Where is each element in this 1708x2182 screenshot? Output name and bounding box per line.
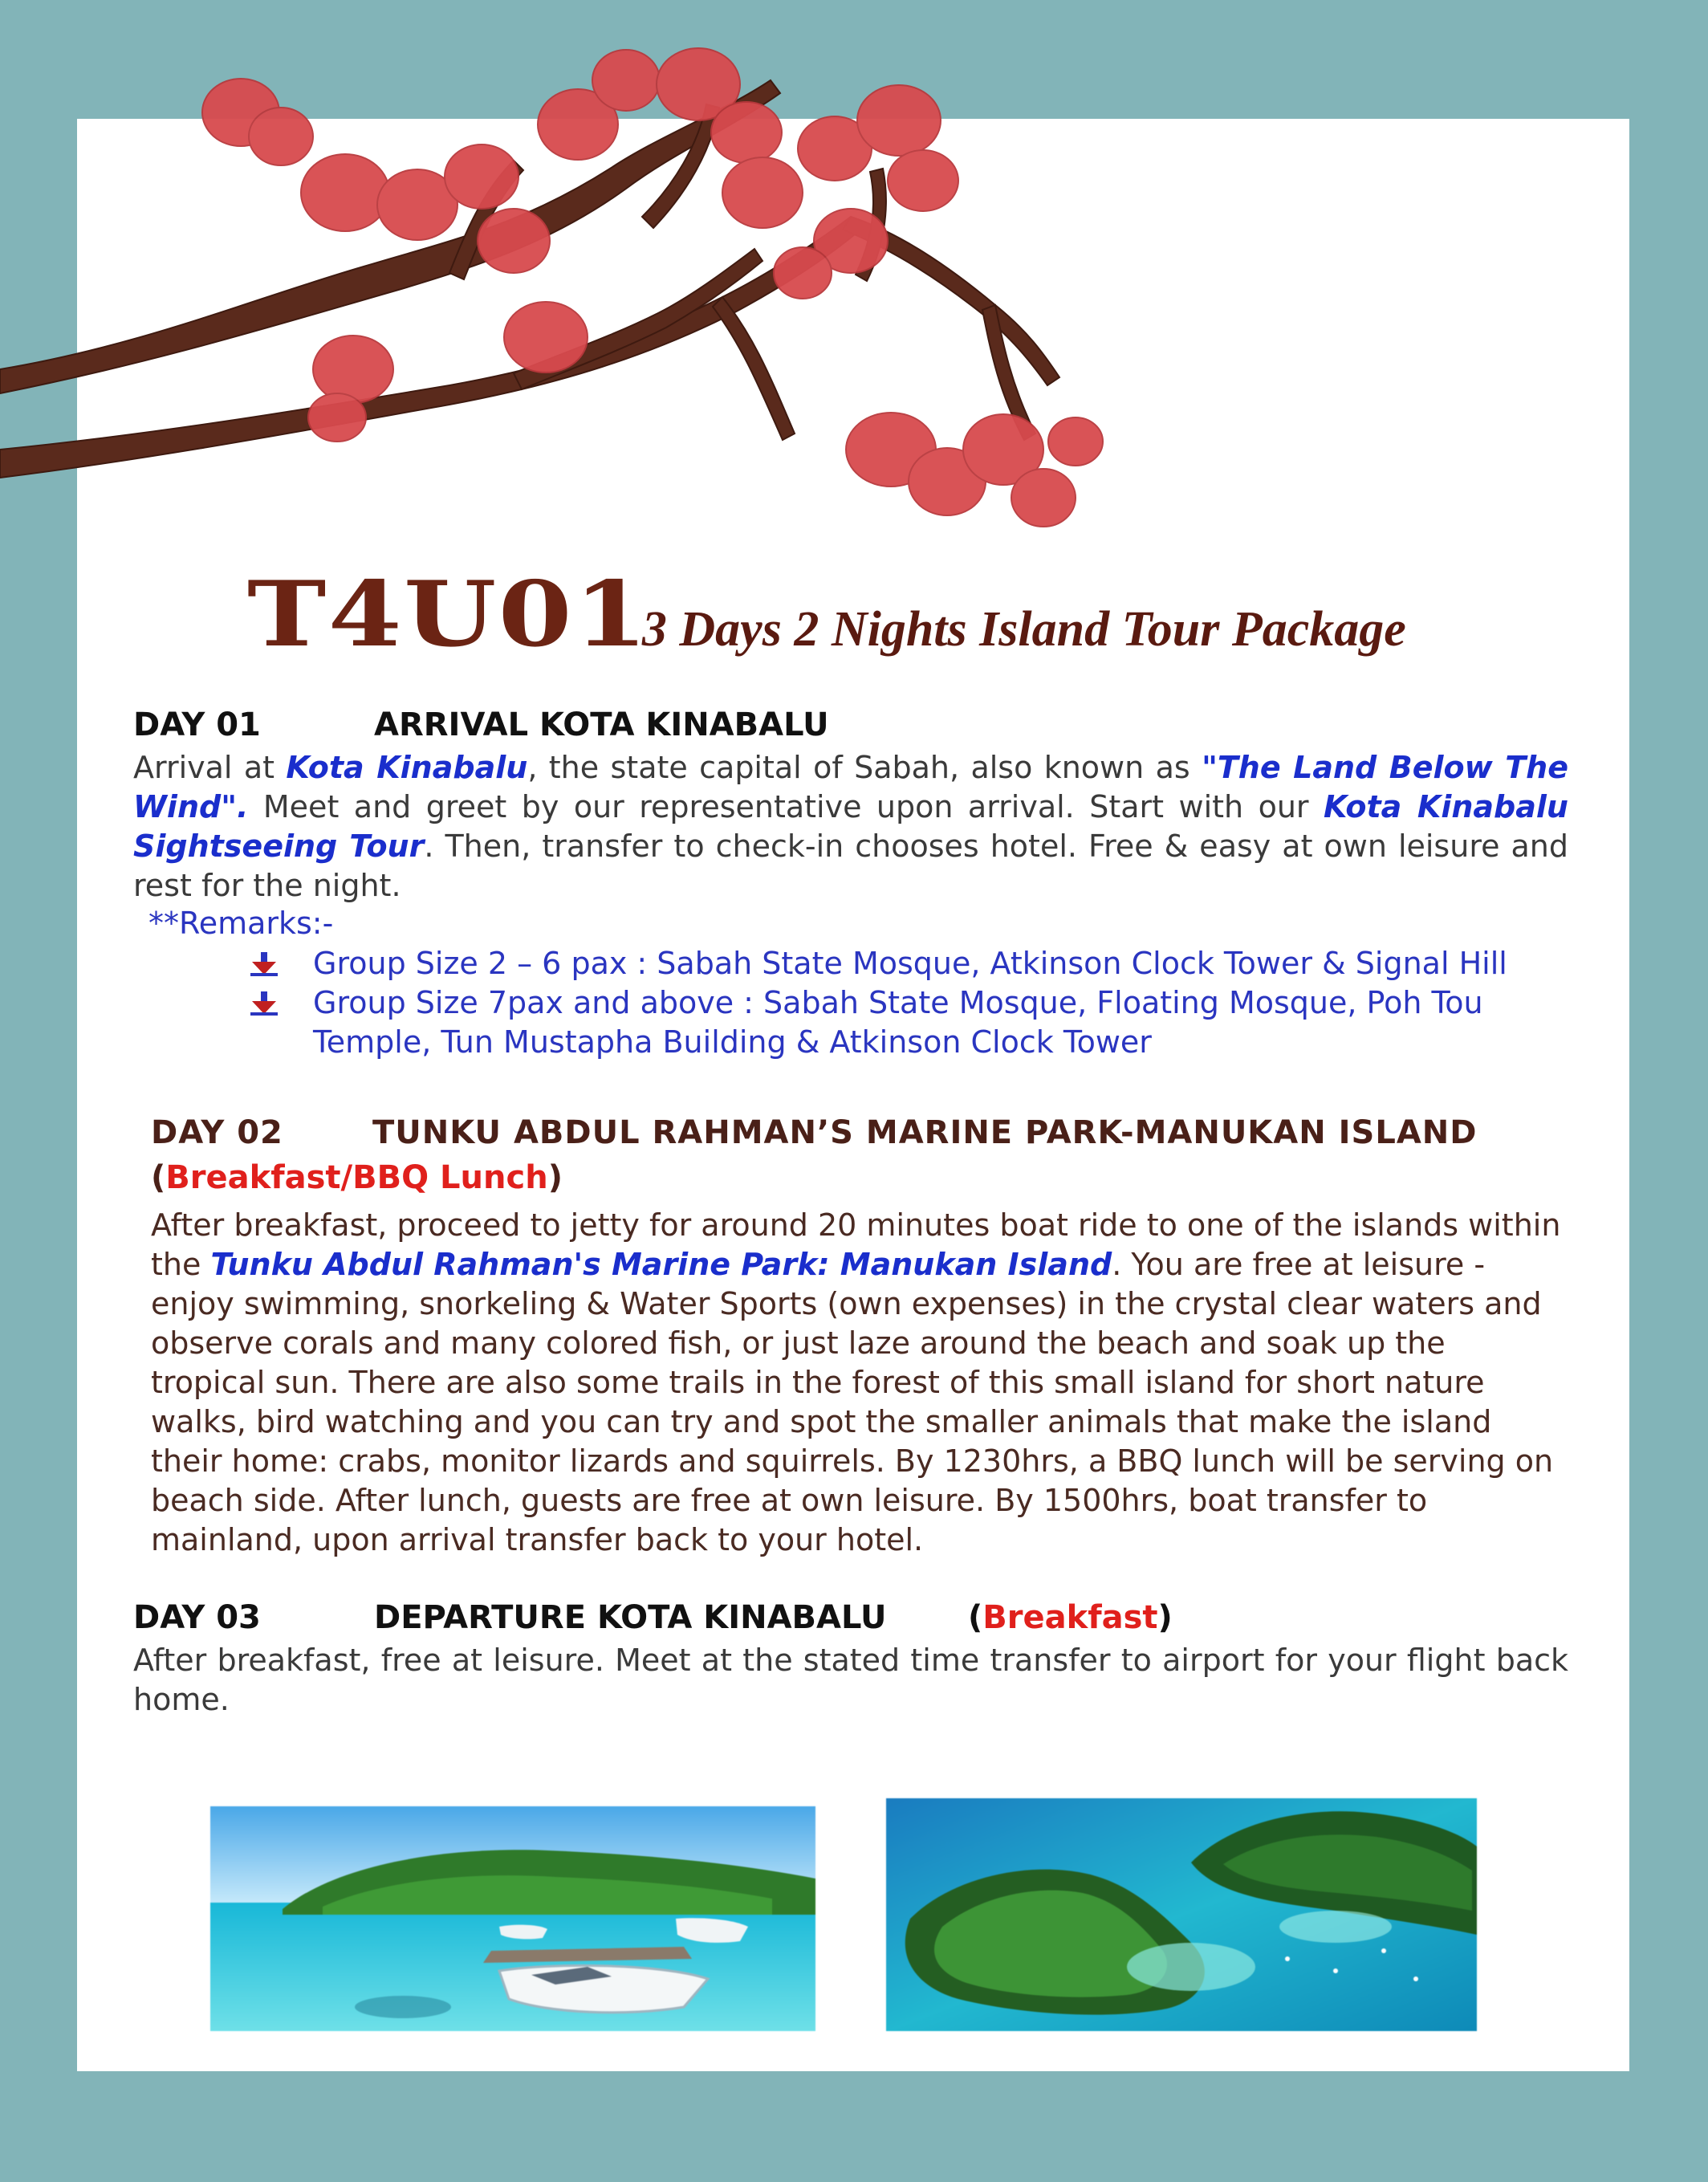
meal-info: Breakfast xyxy=(982,1599,1158,1636)
day-03-heading: DAY 03 DEPARTURE KOTA KINABALU (Breakfast) xyxy=(133,1599,1173,1636)
island-photo-boats-image xyxy=(210,1806,815,2031)
package-title: 3 Days 2 Nights Island Tour Package xyxy=(641,602,1406,657)
day-label: DAY 01 xyxy=(133,706,261,743)
title-row xyxy=(247,562,1612,667)
text-segment: Arrival at xyxy=(133,750,287,785)
day-03-description xyxy=(133,1641,1568,1720)
island-photo-aerial-image xyxy=(886,1798,1477,2031)
down-arrow-bullet-icon xyxy=(250,952,278,976)
day-02-heading xyxy=(151,1114,1477,1151)
day-01-heading xyxy=(133,706,829,743)
link-land-below-wind: "The Land Below The Wind". xyxy=(133,750,1569,824)
list-item xyxy=(239,983,1572,1062)
remark-text: Group Size 2 – 6 pax : Sabah State Mosque, Atkinson Clock Tower & Signal Hill xyxy=(313,946,1507,981)
day-02-meals: (Breakfast/BBQ Lunch) xyxy=(151,1159,563,1196)
remarks-label: **Remarks:- xyxy=(148,906,334,941)
text-segment: . Then, transfer to check-in chooses hotel. Free & easy at own leisure and rest for the night. xyxy=(133,828,1568,903)
island-photo-boats xyxy=(210,1806,815,2031)
blossom-branch-illustration xyxy=(0,32,1140,578)
island-photo-aerial xyxy=(886,1798,1477,2031)
meal-info: Breakfast/BBQ Lunch xyxy=(165,1159,548,1196)
package-code: T4U01 xyxy=(247,562,650,667)
day-label: DAY 02 xyxy=(151,1114,283,1151)
link-manukan-island: Tunku Abdul Rahman's Marine Park: Manukan Island xyxy=(210,1247,1112,1282)
text-segment: After breakfast, proceed to jetty for around 20 minutes boat ride to one of the islands within the xyxy=(151,1207,1561,1282)
link-sightseeing-tour: Kota Kinabalu Sightseeing Tour xyxy=(133,789,1568,864)
list-item xyxy=(239,944,1572,983)
day-02-description xyxy=(151,1206,1564,1560)
day-01-description xyxy=(133,748,1568,906)
day-label: DAY 03 xyxy=(133,1599,261,1636)
day-title: TUNKU ABDUL RAHMAN’S MARINE PARK-MANUKAN ISLAND xyxy=(372,1114,1478,1151)
remark-text: Group Size 7pax and above : Sabah State Mosque, Floating Mosque, Poh Tou Temple, Tun Mustapha Building & Atkinson Clock Tower xyxy=(313,985,1483,1060)
day-title: DEPARTURE KOTA KINABALU xyxy=(374,1599,887,1636)
text-segment: After breakfast, free at leisure. Meet at the stated time transfer to airport for your flight back home. xyxy=(133,1643,1568,1717)
remarks-list xyxy=(239,944,1572,1062)
text-segment: , the state capital of Sabah, also known as xyxy=(527,750,1202,785)
link-kota-kinabalu: Kota Kinabalu xyxy=(286,750,528,785)
text-segment: Meet and greet by our representative upon arrival. Start with our xyxy=(248,789,1324,824)
day-title: ARRIVAL KOTA KINABALU xyxy=(374,706,829,743)
down-arrow-bullet-icon xyxy=(250,991,278,1016)
text-segment: . You are free at leisure - enjoy swimming, snorkeling & Water Sports (own expenses) in the crystal clear waters and observe corals and many colored fish, or just laze around the beach and soak up the tropical sun. There are also some trails in the forest of this small island for short nature walks, bird watching and you can try and spot the smaller animals that make the island their home: crabs, monitor lizards and squirrels. By 1230hrs, a BBQ lunch will be serving on beach side. After lunch, guests are free at own leisure. By 1500hrs, boat transfer to mainland, upon arrival transfer back to your hotel. xyxy=(151,1247,1554,1557)
